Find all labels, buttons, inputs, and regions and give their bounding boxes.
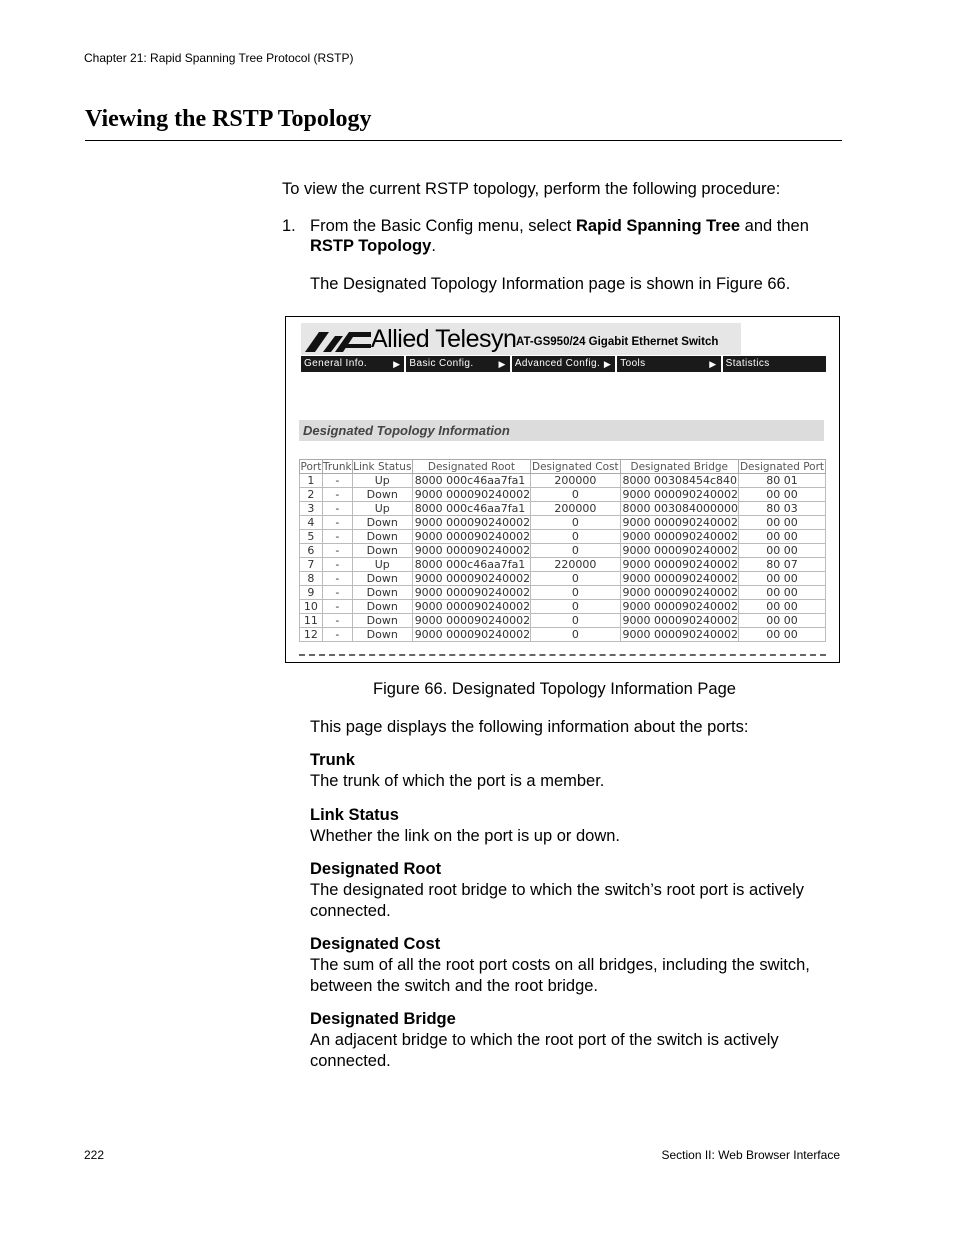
brand-name: Allied Telesyn (371, 325, 517, 353)
cell-link-status: Down (352, 614, 412, 628)
cell-port: 6 (300, 544, 323, 558)
col-link-status: Link Status (353, 460, 412, 473)
cell-designated-cost: 0 (531, 516, 620, 530)
table-row (300, 614, 826, 628)
def-designated-cost: The sum of all the root port costs on all bridges, including the switch, between the switch and the root bridge. (310, 956, 810, 995)
cell-trunk: - (322, 558, 352, 572)
title-rule (85, 140, 842, 141)
cell-trunk: - (322, 530, 352, 544)
cell-link-status: Down (352, 488, 412, 502)
step-suffix: . (431, 237, 436, 255)
footer-section: Section II: Web Browser Interface (661, 1148, 840, 1162)
intro-paragraph: To view the current RSTP topology, perform the following procedure: (282, 180, 781, 198)
menu-label: Statistics (725, 358, 770, 369)
cell-designated-port: 00 00 (738, 544, 825, 558)
cell-designated-bridge: 9000 000090240002 (620, 530, 738, 544)
col-designated-port: Designated Port (739, 460, 825, 473)
main-menu-bar (301, 356, 826, 372)
section-title: Viewing the RSTP Topology (85, 106, 372, 132)
cell-designated-bridge: 8000 003084000000 (620, 502, 738, 516)
cell-designated-port: 80 03 (738, 502, 825, 516)
cell-link-status: Down (352, 586, 412, 600)
menu-general-info[interactable] (301, 356, 406, 372)
step-prefix: From the Basic Config menu, select (310, 217, 576, 235)
page-number: 222 (84, 1148, 105, 1162)
table-row (300, 572, 826, 586)
cell-designated-cost: 0 (531, 544, 620, 558)
cell-link-status: Up (352, 502, 412, 516)
description-intro: This page displays the following information about the ports: (310, 718, 749, 736)
table-row (300, 516, 826, 530)
menu-label: Advanced Config. (514, 358, 601, 369)
cell-designated-bridge: 8000 00308454c840 (620, 474, 738, 488)
cell-designated-root: 9000 000090240002 (412, 628, 530, 642)
cell-port: 11 (300, 614, 323, 628)
cell-port: 4 (300, 516, 323, 530)
cell-designated-root: 9000 000090240002 (412, 488, 530, 502)
cell-designated-bridge: 9000 000090240002 (620, 516, 738, 530)
table-row (300, 530, 826, 544)
allied-telesyn-logo-icon (305, 330, 371, 352)
step-number: 1. (282, 217, 296, 235)
running-head: Chapter 21: Rapid Spanning Tree Protocol (RSTP) (84, 51, 354, 65)
cell-designated-cost: 200000 (531, 474, 620, 488)
cell-designated-port: 00 00 (738, 516, 825, 530)
cell-trunk: - (322, 614, 352, 628)
cell-designated-cost: 200000 (531, 502, 620, 516)
table-row (300, 474, 826, 488)
menu-arrow-icon: ▶ (709, 359, 717, 369)
cell-trunk: - (322, 488, 352, 502)
table-header-row (300, 460, 826, 474)
cell-designated-bridge: 9000 000090240002 (620, 600, 738, 614)
cell-designated-cost: 0 (531, 614, 620, 628)
cell-trunk: - (322, 502, 352, 516)
cell-designated-port: 80 01 (738, 474, 825, 488)
term-designated-cost: Designated Cost (310, 935, 441, 953)
col-designated-bridge: Designated Bridge (620, 460, 738, 474)
cell-designated-cost: 0 (531, 530, 620, 544)
cell-designated-bridge: 9000 000090240002 (620, 572, 738, 586)
cell-designated-bridge: 9000 000090240002 (620, 488, 738, 502)
cell-designated-port: 00 00 (738, 600, 825, 614)
cell-link-status: Down (352, 530, 412, 544)
table-bottom-border (299, 654, 826, 656)
cell-port: 9 (300, 586, 323, 600)
menu-arrow-icon: ▶ (603, 359, 612, 369)
cell-link-status: Up (352, 474, 412, 488)
menu-statistics[interactable] (723, 356, 826, 372)
cell-trunk: - (322, 628, 352, 642)
cell-port: 2 (300, 488, 323, 502)
cell-designated-root: 8000 000c46aa7fa1 (412, 474, 530, 488)
cell-trunk: - (322, 600, 352, 614)
cell-designated-bridge: 9000 000090240002 (620, 614, 738, 628)
term-trunk: Trunk (310, 751, 355, 769)
step-bold-item: RSTP Topology (310, 237, 432, 255)
cell-link-status: Up (352, 558, 412, 572)
menu-label: General Info. (304, 358, 368, 369)
cell-designated-cost: 0 (531, 572, 620, 586)
table-row (300, 558, 826, 572)
cell-port: 5 (300, 530, 323, 544)
cell-trunk: - (322, 516, 352, 530)
menu-label: Basic Config. (409, 358, 474, 369)
cell-trunk: - (322, 474, 352, 488)
step-text (310, 216, 840, 256)
col-designated-root: Designated Root (412, 460, 530, 474)
menu-arrow-icon: ▶ (498, 359, 506, 369)
step-bold-menu: Rapid Spanning Tree (575, 217, 741, 235)
cell-designated-cost: 0 (531, 586, 620, 600)
model-name: AT-GS950/24 Gigabit Ethernet Switch (516, 336, 719, 348)
cell-trunk: - (322, 586, 352, 600)
def-designated-root: The designated root bridge to which the switch’s root port is actively connected. (310, 881, 805, 920)
cell-designated-port: 00 00 (738, 572, 825, 586)
cell-port: 10 (300, 600, 323, 614)
figure-reference: The Designated Topology Information page is shown in Figure 66. (310, 275, 791, 293)
cell-designated-root: 9000 000090240002 (412, 614, 530, 628)
cell-link-status: Down (352, 628, 412, 642)
menu-arrow-icon: ▶ (393, 359, 401, 369)
cell-designated-port: 00 00 (738, 586, 825, 600)
term-designated-bridge: Designated Bridge (310, 1010, 456, 1028)
cell-designated-bridge: 9000 000090240002 (620, 586, 738, 600)
table-row (300, 586, 826, 600)
logo-banner (301, 323, 741, 355)
cell-designated-cost: 0 (531, 488, 620, 502)
step-middle: and then (740, 217, 809, 235)
figure-caption: Figure 66. Designated Topology Information Page (373, 680, 736, 698)
table-body (300, 474, 826, 642)
def-trunk: The trunk of which the port is a member. (310, 772, 605, 790)
cell-designated-root: 8000 000c46aa7fa1 (412, 558, 530, 572)
cell-designated-root: 9000 000090240002 (412, 544, 530, 558)
table-row (300, 544, 826, 558)
cell-designated-root: 9000 000090240002 (412, 600, 530, 614)
cell-designated-port: 00 00 (738, 488, 825, 502)
cell-designated-root: 8000 000c46aa7fa1 (412, 502, 530, 516)
cell-designated-bridge: 9000 000090240002 (620, 558, 738, 572)
menu-label: Tools (620, 358, 646, 369)
cell-port: 1 (300, 474, 323, 488)
term-designated-root: Designated Root (310, 860, 442, 878)
cell-designated-bridge: 9000 000090240002 (620, 544, 738, 558)
cell-port: 12 (300, 628, 323, 642)
col-trunk: Trunk (323, 460, 352, 473)
cell-designated-cost: 0 (531, 600, 620, 614)
panel-title: Designated Topology Information (299, 420, 824, 441)
cell-link-status: Down (352, 544, 412, 558)
col-port: Port (300, 460, 322, 473)
cell-designated-port: 80 07 (738, 558, 825, 572)
cell-designated-port: 00 00 (738, 614, 825, 628)
cell-designated-port: 00 00 (738, 530, 825, 544)
cell-designated-bridge: 9000 000090240002 (620, 628, 738, 642)
cell-designated-cost: 0 (531, 628, 620, 642)
cell-designated-root: 9000 000090240002 (412, 572, 530, 586)
cell-designated-port: 00 00 (738, 628, 825, 642)
cell-trunk: - (322, 572, 352, 586)
menu-basic-config[interactable] (406, 356, 511, 372)
cell-designated-root: 9000 000090240002 (412, 516, 530, 530)
cell-trunk: - (322, 544, 352, 558)
cell-port: 7 (300, 558, 323, 572)
def-designated-bridge: An adjacent bridge to which the root port of the switch is actively connected. (310, 1031, 779, 1070)
cell-port: 8 (300, 572, 323, 586)
figure-screenshot (285, 316, 840, 663)
col-designated-cost: Designated Cost (532, 460, 619, 473)
term-link-status: Link Status (310, 806, 399, 824)
cell-link-status: Down (352, 600, 412, 614)
cell-designated-cost: 220000 (531, 558, 620, 572)
cell-designated-root: 9000 000090240002 (412, 586, 530, 600)
topology-table (299, 459, 826, 642)
menu-tools[interactable] (617, 356, 722, 372)
menu-advanced-config[interactable] (512, 356, 617, 372)
cell-link-status: Down (352, 572, 412, 586)
table-row (300, 600, 826, 614)
table-row (300, 628, 826, 642)
cell-port: 3 (300, 502, 323, 516)
cell-link-status: Down (352, 516, 412, 530)
cell-designated-root: 9000 000090240002 (412, 530, 530, 544)
def-link-status: Whether the link on the port is up or down. (310, 827, 621, 845)
table-row (300, 502, 826, 516)
table-row (300, 488, 826, 502)
